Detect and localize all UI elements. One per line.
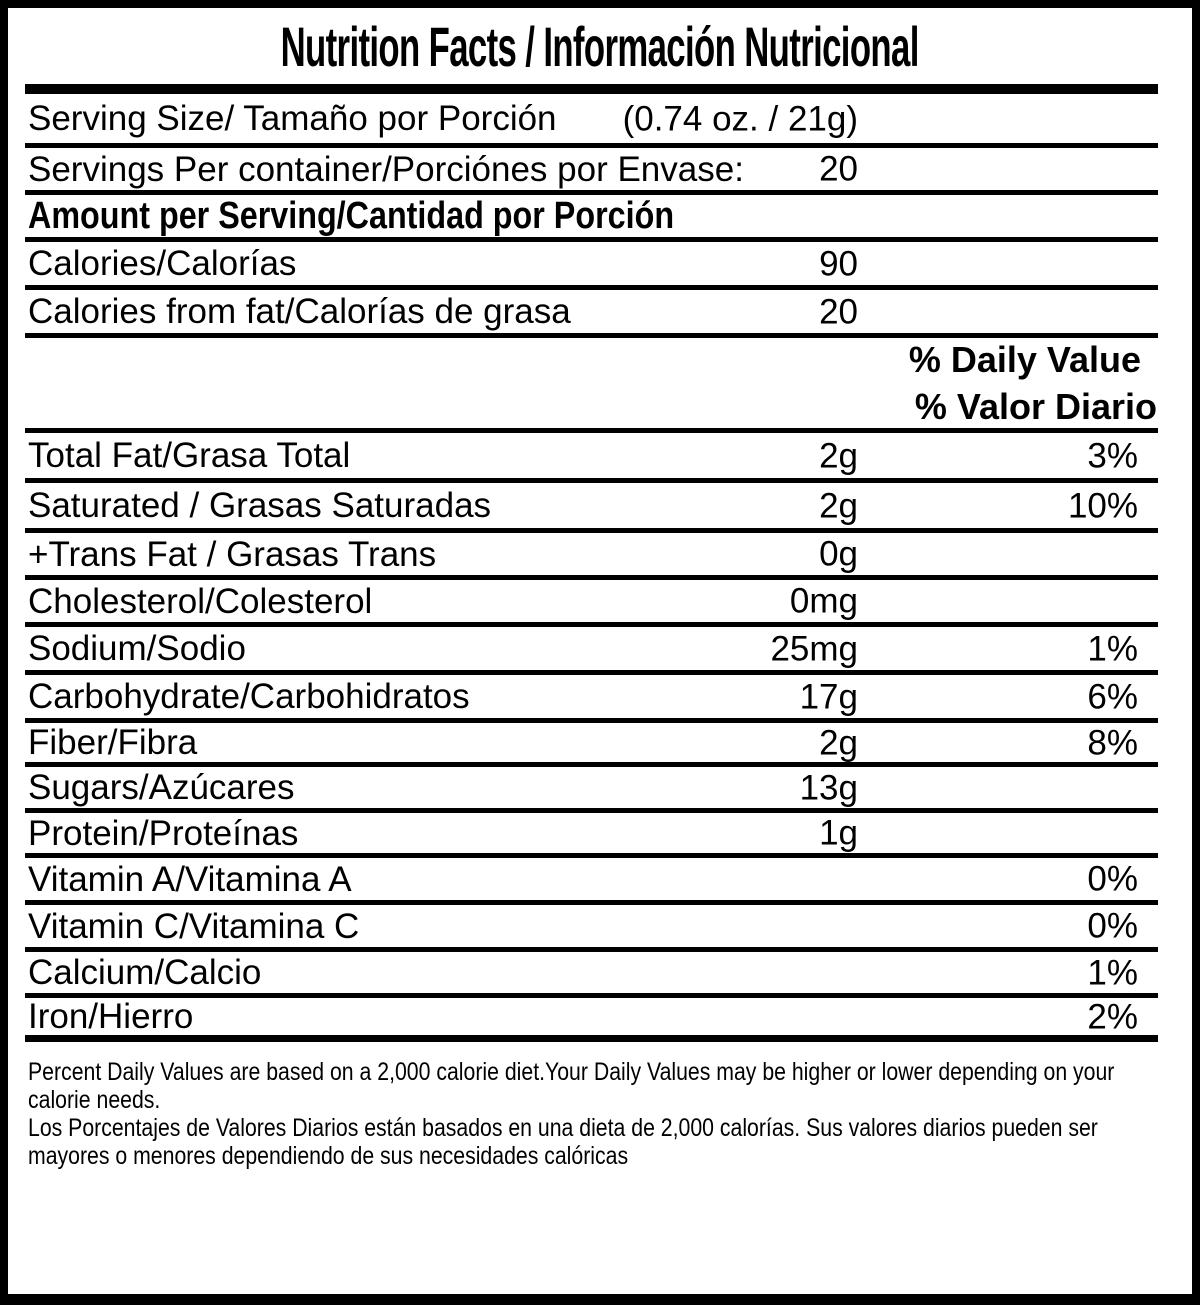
row-label: Sodium/Sodio (28, 629, 246, 668)
row-saturated-fat (25, 483, 1158, 533)
row-daily-value: 3% (1087, 436, 1138, 475)
row-vitamin-c (25, 905, 1158, 952)
row-trans-fat (25, 533, 1158, 580)
row-amount-per-serving-header (25, 195, 1158, 242)
row-vitamin-a (25, 858, 1158, 905)
row-amount: 0g (819, 534, 858, 574)
row-amount: 0mg (789, 581, 858, 621)
row-amount: 2g (819, 486, 858, 525)
amount-per-serving-header: Amount per Serving/Cantidad por Porción (28, 195, 675, 237)
label-title: Nutrition Facts / Información Nutricional (280, 14, 920, 78)
row-daily-value: 2% (1087, 997, 1138, 1036)
row-label: Vitamin A/Vitamina A (28, 859, 352, 899)
row-label: Carbohydrate/Carbohidratos (28, 677, 470, 716)
title-divider-bar (25, 84, 1158, 94)
row-label: Vitamin C/Vitamina C (28, 906, 360, 946)
row-label: Sugars/Azúcares (28, 768, 295, 807)
servings-per-container-label: Servings Per container/Porciónes por Envase: (28, 149, 744, 189)
row-total-fat (25, 433, 1158, 483)
row-iron (25, 998, 1158, 1042)
row-amount: 17g (799, 677, 858, 716)
serving-size-label: Serving Size/ Tamaño por Porción (28, 99, 557, 138)
daily-value-header (25, 338, 1158, 433)
row-daily-value: 6% (1087, 677, 1138, 716)
row-daily-value: 0% (1087, 859, 1138, 899)
row-label: Saturated / Grasas Saturadas (28, 486, 492, 525)
label-header (8, 8, 1192, 84)
row-amount: 1g (819, 813, 858, 853)
row-daily-value: 0% (1087, 906, 1138, 946)
row-label: Cholesterol/Colesterol (28, 581, 373, 621)
row-label: Iron/Hierro (28, 997, 194, 1036)
footnote-line: Los Porcentajes de Valores Diarios están basados en una dieta de 2,000 calorías. Sus valores diarios pueden ser (28, 1114, 1098, 1142)
calories-from-fat-value: 20 (819, 292, 858, 331)
servings-per-container-value: 20 (819, 149, 858, 189)
row-amount: 2g (819, 723, 858, 762)
footnote-line: calorie needs. (28, 1086, 161, 1114)
row-protein (25, 813, 1158, 858)
row-amount: 25mg (770, 629, 858, 668)
row-daily-value: 1% (1087, 953, 1138, 992)
row-amount: 13g (799, 768, 858, 807)
calories-from-fat-label: Calories from fat/Calorías de grasa (28, 292, 571, 331)
row-daily-value: 1% (1087, 629, 1138, 668)
serving-size-value: (0.74 oz. / 21g) (622, 99, 858, 138)
row-calcium (25, 952, 1158, 998)
row-label: Protein/Proteínas (28, 813, 299, 853)
row-amount: 2g (819, 436, 858, 475)
row-daily-value: 8% (1087, 723, 1138, 762)
row-label: +Trans Fat / Grasas Trans (28, 534, 437, 574)
row-fiber (25, 723, 1158, 767)
row-calories-from-fat (25, 290, 1158, 338)
row-cholesterol (25, 580, 1158, 627)
row-label: Fiber/Fibra (28, 723, 198, 762)
footnote-line: Percent Daily Values are based on a 2,000 calorie diet.Your Daily Values may be higher or lower depending on your (28, 1058, 1115, 1086)
calories-label: Calories/Calorías (28, 244, 297, 283)
row-carbohydrate (25, 675, 1158, 723)
row-sodium (25, 627, 1158, 675)
row-servings-per-container (25, 148, 1158, 195)
row-daily-value: 10% (1067, 486, 1138, 525)
daily-value-header-en: % Daily Value (908, 339, 1141, 380)
daily-value-header-es: % Valor Diario (914, 386, 1157, 427)
row-calories (25, 242, 1158, 290)
row-serving-size (25, 94, 1158, 148)
row-label: Calcium/Calcio (28, 953, 262, 992)
row-sugars (25, 767, 1158, 813)
footnote (28, 1058, 1192, 1170)
calories-value: 90 (819, 244, 858, 283)
row-label: Total Fat/Grasa Total (28, 436, 351, 475)
footnote-line: mayores o menores dependiendo de sus necesidades calóricas (28, 1142, 629, 1170)
label-body (25, 94, 1158, 1042)
